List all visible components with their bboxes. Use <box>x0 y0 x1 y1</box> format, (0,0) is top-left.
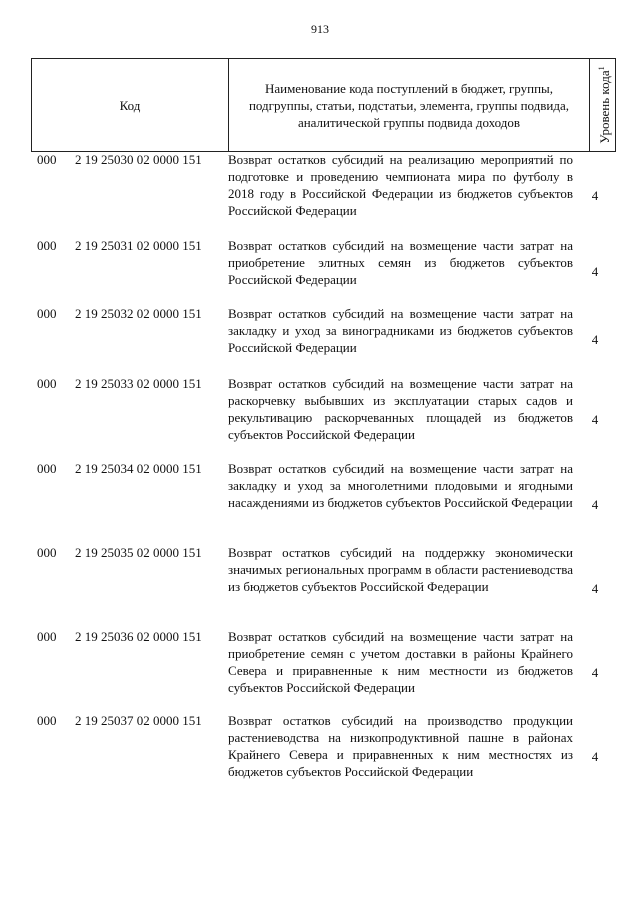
code-description: Возврат остатков субсидий на производство продукции растениеводства на низкопродуктивной пашне в районах Крайнего Севера и приравненных к ним местностях из бюджетов субъектов Российской Федерации <box>228 713 573 779</box>
table-row <box>0 628 640 708</box>
budget-code: 2 19 25030 02 0000 151 <box>75 152 202 167</box>
code-description: Возврат остатков субсидий на поддержку экономически значимых региональных программ в области растениеводства из бюджетов субъектов Российской Федерации <box>228 545 573 594</box>
codes-table-header <box>31 58 616 152</box>
table-row <box>0 151 640 231</box>
budget-code: 2 19 25032 02 0000 151 <box>75 306 202 321</box>
budget-code: 2 19 25033 02 0000 151 <box>75 376 202 391</box>
code-level: 4 <box>591 332 599 347</box>
budget-code: 2 19 25035 02 0000 151 <box>75 545 202 560</box>
code-description: Возврат остатков субсидий на реализацию мероприятий по подготовке и проведению чемпионата мира по футболу в 2018 году в Российской Федерации из бюджетов субъектов Российской Федерации <box>228 152 573 218</box>
header-level <box>590 59 616 152</box>
code-level: 4 <box>591 264 599 279</box>
admin-code: 000 <box>37 238 57 253</box>
table-row <box>0 460 640 540</box>
admin-code: 000 <box>37 545 57 560</box>
code-description: Возврат остатков субсидий на возмещение части затрат на закладку и уход за многолетними плодовыми и ягодными насаждениями из бюджетов субъектов Российской Федерации <box>228 461 573 510</box>
code-level: 4 <box>591 665 599 680</box>
code-level: 4 <box>591 497 599 512</box>
header-name: Наименование кода поступлений в бюджет, группы, подгруппы, статьи, подстатьи, элемента, группы подвида, аналитической группы подвида доходов <box>229 59 590 152</box>
header-code: Код <box>32 59 229 152</box>
page-number: 913 <box>311 22 329 36</box>
admin-code: 000 <box>37 461 57 476</box>
code-description: Возврат остатков субсидий на возмещение части затрат на приобретение семян с учетом доставки в районы Крайнего Севера и приравненные к ним местности из бюджетов субъектов Российской Федерации <box>228 629 573 695</box>
code-description: Возврат остатков субсидий на возмещение части затрат на раскорчевку выбывших из эксплуатации старых садов и рекультивацию раскорчеванных площадей из бюджетов субъектов Российской Федерации <box>228 376 573 442</box>
table-row <box>0 544 640 624</box>
code-description: Возврат остатков субсидий на возмещение части затрат на закладку и уход за виноградниками из бюджетов субъектов Российской Федерации <box>228 306 573 355</box>
admin-code: 000 <box>37 152 57 167</box>
code-level: 4 <box>591 412 599 427</box>
code-level: 4 <box>591 188 599 203</box>
admin-code: 000 <box>37 376 57 391</box>
code-description: Возврат остатков субсидий на возмещение части затрат на приобретение элитных семян из бюджетов субъектов Российской Федерации <box>228 238 573 287</box>
code-level: 4 <box>591 581 599 596</box>
table-row <box>0 712 640 792</box>
header-level-label: Уровень кода <box>596 70 612 144</box>
code-level: 4 <box>591 749 599 764</box>
table-row <box>0 375 640 455</box>
budget-code: 2 19 25034 02 0000 151 <box>75 461 202 476</box>
budget-code: 2 19 25031 02 0000 151 <box>75 238 202 253</box>
header-level-footnote: 1 <box>596 66 606 71</box>
admin-code: 000 <box>37 306 57 321</box>
budget-code: 2 19 25037 02 0000 151 <box>75 713 202 728</box>
table-row <box>0 305 640 385</box>
admin-code: 000 <box>37 713 57 728</box>
budget-code: 2 19 25036 02 0000 151 <box>75 629 202 644</box>
admin-code: 000 <box>37 629 57 644</box>
